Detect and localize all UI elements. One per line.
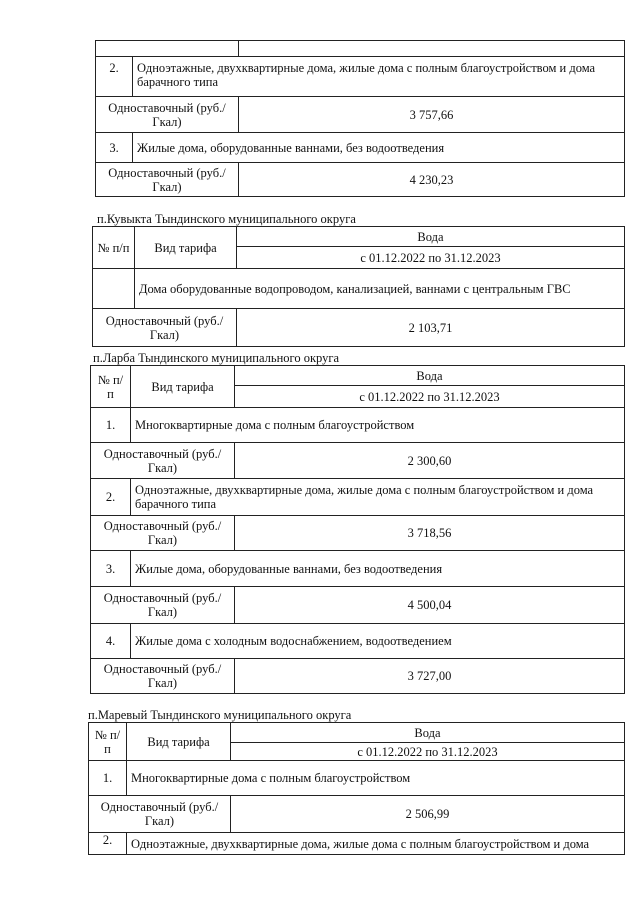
- header-tariff-type: Вид тарифа: [131, 366, 235, 408]
- tariff-type: Одноставочный (руб./Гкал): [91, 659, 235, 694]
- table-row: [93, 309, 625, 347]
- tariff-value: 4 500,04: [235, 587, 625, 624]
- tariff-value: 3 727,00: [235, 659, 625, 694]
- tariff-value: 3 718,56: [235, 516, 625, 551]
- tariff-table-marevy: [88, 722, 625, 855]
- table-row: [91, 551, 625, 587]
- table-row: [91, 516, 625, 551]
- header-period: с 01.12.2022 по 31.12.2023: [235, 386, 625, 408]
- table-row: [96, 163, 625, 197]
- row-number: 3.: [91, 551, 131, 587]
- tariff-table-continued: [95, 40, 625, 197]
- consumer-category: Многоквартирные дома с полным благоустройством: [131, 408, 625, 443]
- tariff-value: 2 103,71: [237, 309, 625, 347]
- consumer-category: Жилые дома, оборудованные ваннами, без водоотведения: [133, 133, 625, 163]
- tariff-type: Одноставочный (руб./Гкал): [91, 516, 235, 551]
- table-row: [96, 41, 625, 57]
- section-caption: п.Ларба Тындинского муниципального округа: [93, 351, 340, 365]
- table-row: [93, 269, 625, 309]
- row-number: 2.: [91, 479, 131, 516]
- table-row: [89, 796, 625, 833]
- header-tariff-type: Вид тарифа: [127, 723, 231, 761]
- header-tariff-type: Вид тарифа: [135, 227, 237, 269]
- header-period: с 01.12.2022 по 31.12.2023: [237, 247, 625, 269]
- row-number: 2.: [96, 57, 133, 97]
- table-row: [91, 366, 625, 386]
- tariff-type: Одноставочный (руб./Гкал): [93, 309, 237, 347]
- row-number: 3.: [96, 133, 133, 163]
- table-row: [89, 833, 625, 855]
- row-number: 1.: [91, 408, 131, 443]
- tariff-type: Одноставочный (руб./Гкал): [91, 443, 235, 479]
- table-row: [96, 133, 625, 163]
- tariff-type: Одноставочный (руб./Гкал): [91, 587, 235, 624]
- header-number: № п/п: [93, 227, 135, 269]
- consumer-category: Многоквартирные дома с полным благоустройством: [127, 761, 625, 796]
- tariff-value: 2 506,99: [231, 796, 625, 833]
- consumer-category: Одноэтажные, двухквартирные дома, жилые дома с полным благоустройством и дома барачного типа: [133, 57, 625, 97]
- header-water: Вода: [231, 723, 625, 743]
- table-row: [91, 587, 625, 624]
- table-row: [91, 443, 625, 479]
- table-row: [91, 479, 625, 516]
- table-row: [91, 624, 625, 659]
- consumer-category: Жилые дома с холодным водоснабжением, водоотведением: [131, 624, 625, 659]
- table-row: [96, 97, 625, 133]
- tariff-value: 4 230,23: [239, 163, 625, 197]
- table-row: [91, 408, 625, 443]
- table-row: [93, 227, 625, 247]
- tariff-table-larba: [90, 365, 625, 694]
- tariff-type: Одноставочный (руб./Гкал): [96, 97, 239, 133]
- tariff-type: Одноставочный (руб./Гкал): [89, 796, 231, 833]
- tariff-value: 3 757,66: [239, 97, 625, 133]
- consumer-category: Дома оборудованные водопроводом, канализацией, ваннами с центральным ГВС: [135, 269, 625, 309]
- consumer-category: Одноэтажные, двухквартирные дома, жилые дома с полным благоустройством и дома: [127, 833, 625, 855]
- header-water: Вода: [235, 366, 625, 386]
- tariff-table-kuvykta: [92, 226, 625, 347]
- table-row: [91, 659, 625, 694]
- tariff-type: Одноставочный (руб./Гкал): [96, 163, 239, 197]
- header-number: № п/п: [89, 723, 127, 761]
- consumer-category: Жилые дома, оборудованные ваннами, без водоотведения: [131, 551, 625, 587]
- header-water: Вода: [237, 227, 625, 247]
- header-number: № п/п: [91, 366, 131, 408]
- tariff-value: 2 300,60: [235, 443, 625, 479]
- section-caption: п.Маревый Тындинского муниципального округа: [88, 708, 352, 722]
- row-number: 4.: [91, 624, 131, 659]
- section-caption: п.Кувыкта Тындинского муниципального округа: [97, 212, 356, 226]
- table-row: [96, 57, 625, 97]
- row-number: 1.: [89, 761, 127, 796]
- row-number: [93, 269, 135, 309]
- row-number: 2.: [89, 833, 127, 855]
- header-period: с 01.12.2022 по 31.12.2023: [231, 743, 625, 761]
- table-row: [89, 723, 625, 743]
- consumer-category: Одноэтажные, двухквартирные дома, жилые дома с полным благоустройством и дома барачного типа: [131, 479, 625, 516]
- table-row: [89, 761, 625, 796]
